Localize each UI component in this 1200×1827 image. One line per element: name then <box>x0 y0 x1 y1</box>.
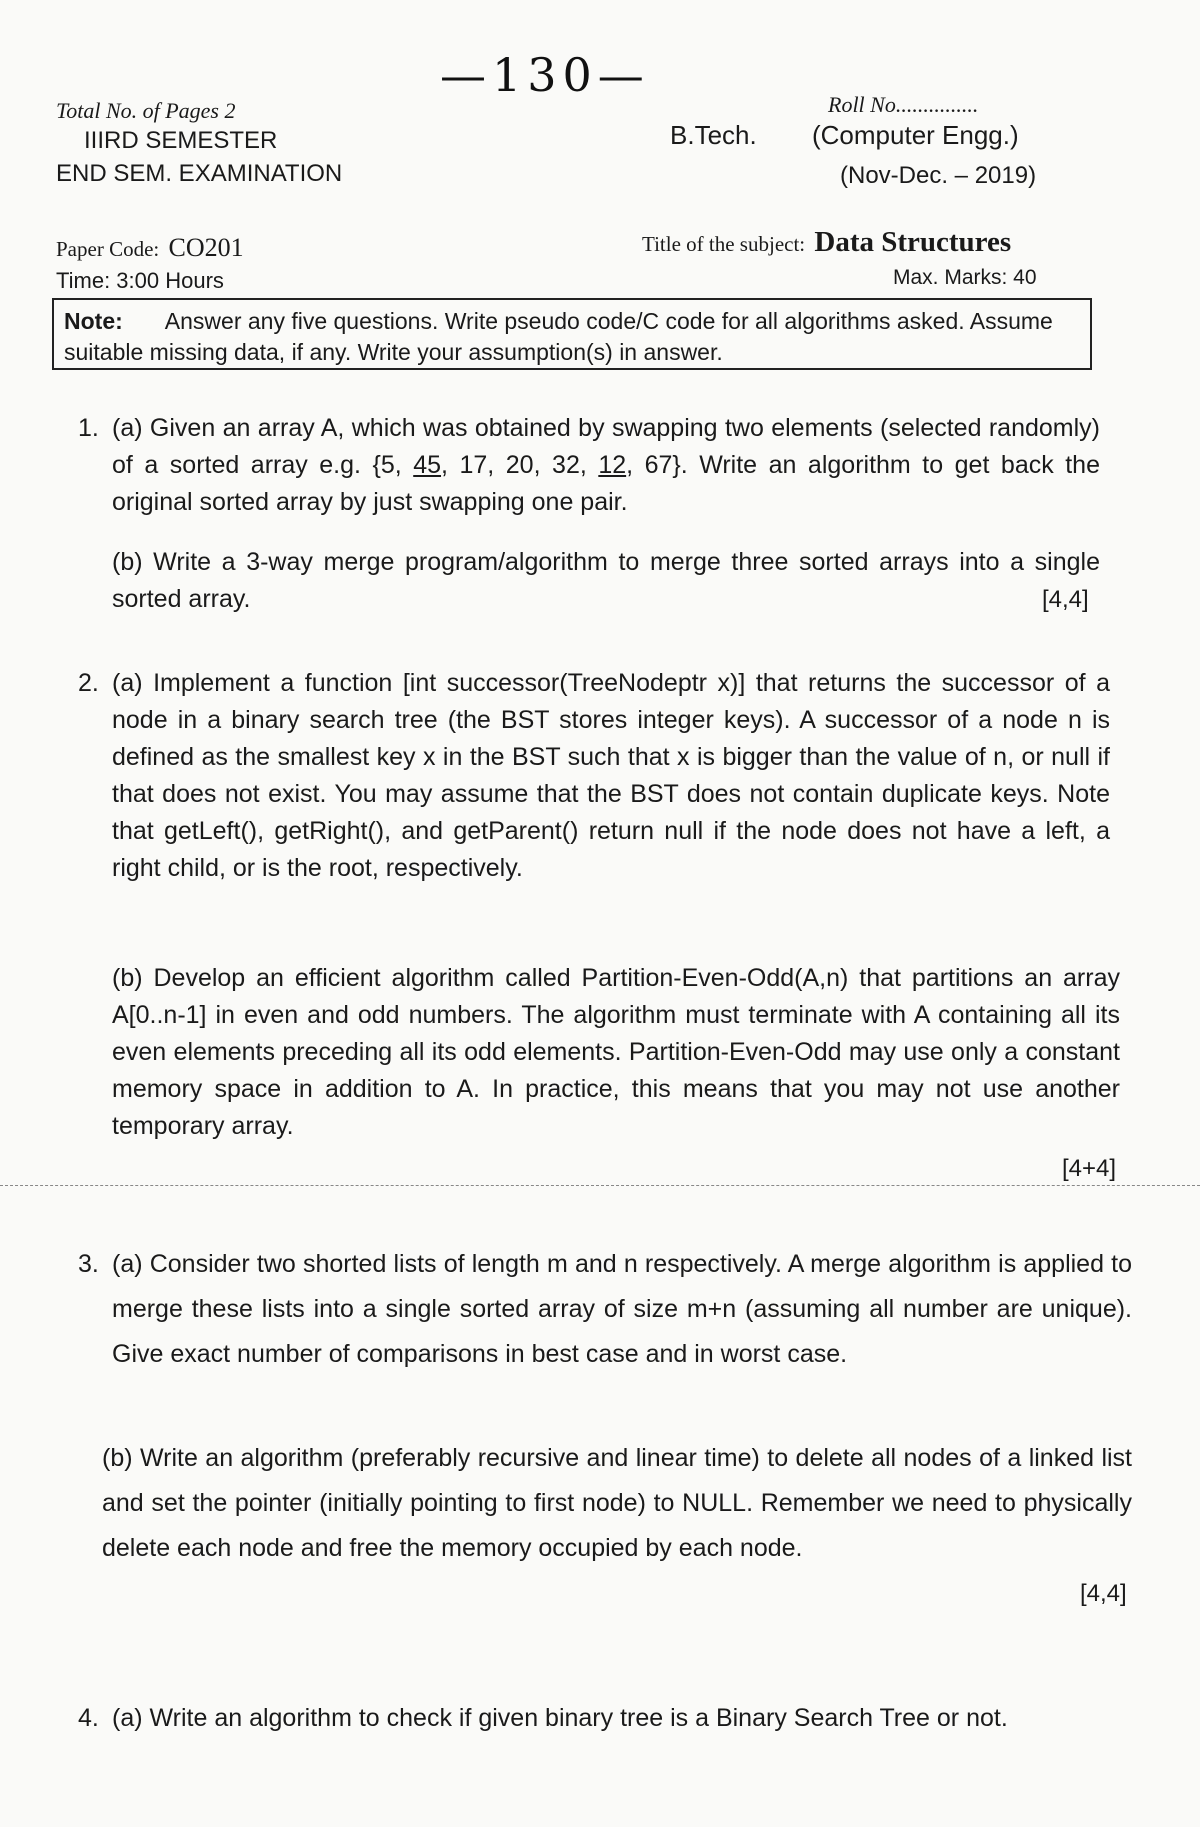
question-3-part-a: 3. (a) Consider two shorted lists of length m and n respectively. A merge algorithm is applied to merge these lists into a single sorted array of size m+n (assuming all number are unique). Give exact number of comparisons in best case and in worst case. <box>112 1242 1132 1377</box>
paper-code-label: Paper Code: <box>56 237 160 261</box>
session: (Nov-Dec. – 2019) <box>840 162 1037 189</box>
instructions-box <box>52 298 1092 370</box>
question-2-marks: [4+4] <box>1062 1155 1117 1182</box>
branch: (Computer Engg.) <box>812 120 1019 150</box>
degree: B.Tech. <box>670 120 757 150</box>
total-pages: Total No. of Pages 2 <box>56 98 236 123</box>
subject-label: Title of the subject: <box>642 232 806 256</box>
question-4-part-a: 4. (a) Write an algorithm to check if given binary tree is a Binary Search Tree or not. <box>112 1700 1152 1737</box>
roll-no: Roll No............... <box>828 92 979 117</box>
semester: IIIRD SEMESTER <box>84 127 278 154</box>
max-marks: Max. Marks: 40 <box>893 266 1037 289</box>
paper-code-row <box>56 233 244 263</box>
question-3-part-b: (b) Write an algorithm (preferably recursive and linear time) to delete all nodes of a linked list and set the pointer (initially pointing to first node) to NULL. Remember we need to physically delete each node and free the memory occupied by each node. <box>102 1444 1132 1562</box>
exam-title: END SEM. EXAMINATION <box>56 160 343 187</box>
note-label: Note: <box>64 308 123 334</box>
question-number: 4. <box>78 1704 99 1732</box>
time-allowed: Time: 3:00 Hours <box>56 268 224 293</box>
question-2-part-a: 2. (a) Implement a function [int successor(TreeNodeptr x)] that returns the successor of a node in a binary search tree (the BST stores integer keys). A successor of a node n is defined as the smallest key x in the BST such that x is bigger than the value of n, or null if that does not exist. You may assume that the BST does not contain duplicate keys. Note that getLeft(), getRight(), and getParent() return null if the node does not have a left, a right child, or is the root, respectively. <box>112 665 1110 887</box>
handwritten-number: —130— <box>440 48 650 102</box>
underlined-value: 45 <box>413 451 442 479</box>
subject-row <box>642 226 1011 259</box>
question-number: 2. <box>78 669 99 697</box>
question-number: 1. <box>78 414 99 442</box>
question-1-marks: [4,4] <box>1042 586 1089 613</box>
underlined-value: 12 <box>598 451 627 479</box>
question-1-part-a: 1. (a) Given an array A, which was obtained by swapping two elements (selected randomly) of a sorted array e.g. {5, 45, 17, 20, 32, 12, 67}. Write an algorithm to get back the original sorted array by just swapping one pair. <box>112 410 1100 521</box>
question-3-marks: [4,4] <box>1080 1580 1127 1607</box>
note-text: Answer any five questions. Write pseudo code/C code for all algorithms asked. Assume suitable missing data, if any. Write your assumption(s) in answer. <box>64 308 1053 365</box>
fold-divider <box>0 1185 1200 1186</box>
question-1-part-b: (b) Write a 3-way merge program/algorithm to merge three sorted arrays into a single sorted array. <box>112 548 1100 613</box>
subject-title: Data Structures <box>814 226 1012 258</box>
question-number: 3. <box>78 1250 99 1278</box>
paper-code: CO201 <box>168 233 244 262</box>
question-2-part-b: (b) Develop an efficient algorithm called Partition-Even-Odd(A,n) that partitions an array A[0..n-1] in even and odd numbers. The algorithm must terminate with A containing all its even elements preceding all its odd elements. Partition-Even-Odd may use only a constant memory space in addition to A. In practice, this means that you may not use another temporary array. <box>112 964 1120 1140</box>
